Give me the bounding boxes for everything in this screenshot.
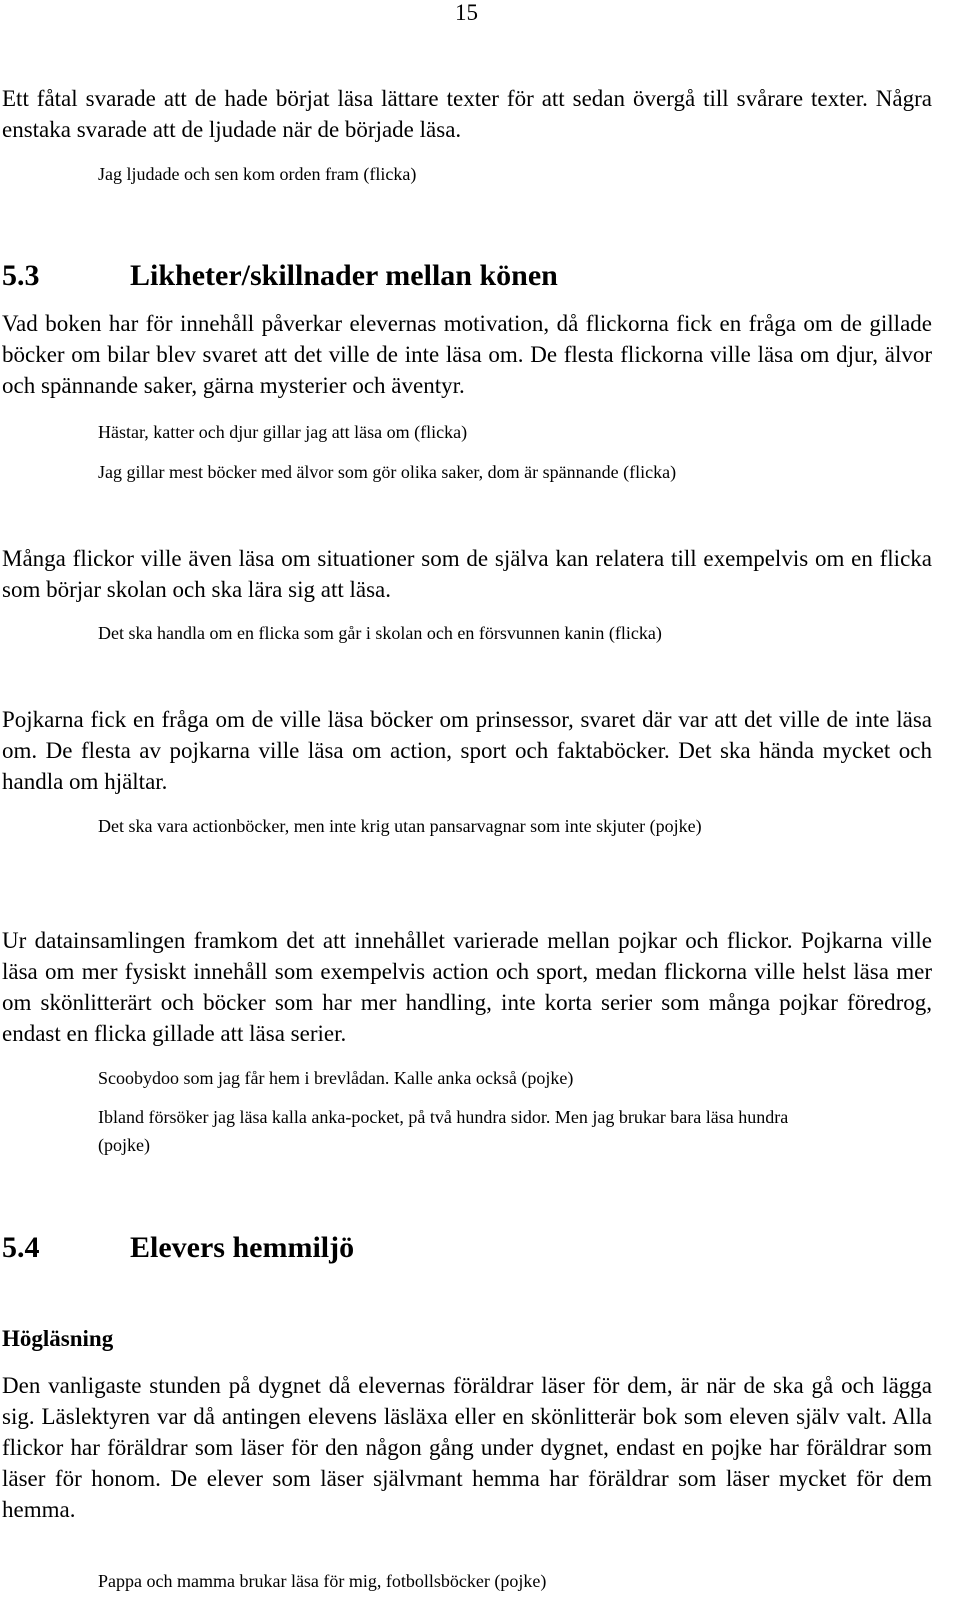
paragraph-reading-progression: Ett fåtal svarade att de hade börjat läsa lättare texter för att sedan övergå till svårare texter. Några enstaka svarade att de ljudade när de började läsa. (2, 86, 932, 142)
paragraph-boys-preferences: Pojkarna fick en fråga om de ville läsa böcker om prinsessor, svaret där var att det ville de inte läsa om. De flesta av pojkarna ville läsa om action, sport och faktaböcker. Det ska hända mycket och handla om hjältar. (2, 707, 932, 794)
section-number: 5.3 (2, 259, 40, 292)
section-heading-5-4 (2, 1230, 354, 1266)
paragraph-book-content-motivation: Vad boken har för innehåll påverkar elevernas motivation, då flickorna fick en fråga om de gillade böcker om bilar blev svaret att det ville de inte läsa om. De flesta flickorna ville läsa om djur, älvor och spännande saker, gärna mysterier och äventyr. (2, 311, 932, 398)
quote-kalle-anka-pocket: Ibland försöker jag läsa kalla anka-pocket, på två hundra sidor. Men jag brukar bara läsa hundra (pojke) (98, 1107, 789, 1155)
section-heading-5-3 (2, 258, 558, 294)
quote-alvor: Jag gillar mest böcker med älvor som gör olika saker, dom är spännande (flicka) (98, 462, 677, 482)
quote-ljudade: Jag ljudade och sen kom orden fram (flicka) (98, 164, 417, 184)
quote-fotbollsbocker: Pappa och mamma brukar läsa för mig, fotbollsböcker (pojke) (98, 1571, 547, 1591)
quote-forsvunnen-kanin: Det ska handla om en flicka som går i skolan och en försvunnen kanin (flicka) (98, 623, 662, 643)
paragraph-reading-aloud: Den vanligaste stunden på dygnet då elevernas föräldrar läser för dem, är när de ska gå och lägga sig. Läslektyren var då antingen elevens läsläxa eller en skönlitterär bok som eleven själv valt. Alla flickor har föräldrar som läser för den någon gång under dygnet, endast en pojke har föräldrar som läser för honom. De elever som läser självmant hemma har föräldrar som läser mycket för dem hemma. (2, 1373, 932, 1522)
section-title: Likheter/skillnader mellan könen (130, 259, 558, 292)
subheading-hoglasning: Högläsning (2, 1326, 114, 1351)
quote-actionbocker: Det ska vara actionböcker, men inte krig utan pansarvagnar som inte skjuter (pojke) (98, 816, 702, 836)
quote-hastar-katter: Hästar, katter och djur gillar jag att läsa om (flicka) (98, 422, 468, 442)
paragraph-data-collection: Ur datainsamlingen framkom det att innehållet varierade mellan pojkar och flickor. Pojkarna ville läsa om mer fysiskt innehåll som exempelvis action och sport, medan flickorna ville helst läsa mer om skönlitterärt och böcker som har mer handling, inte korta serier som många pojkar föredrog, endast en flicka gillade att läsa serier. (2, 928, 932, 1046)
section-title: Elevers hemmiljö (130, 1231, 355, 1264)
section-number: 5.4 (2, 1231, 40, 1264)
quote-scoobydoo: Scoobydoo som jag får hem i brevlådan. Kalle anka också (pojke) (98, 1068, 574, 1088)
paragraph-girls-relate: Många flickor ville även läsa om situationer som de själva kan relatera till exempelvis om en flicka som börjar skolan och ska lära sig att läsa. (2, 546, 932, 602)
page-number: 15 (455, 0, 478, 25)
